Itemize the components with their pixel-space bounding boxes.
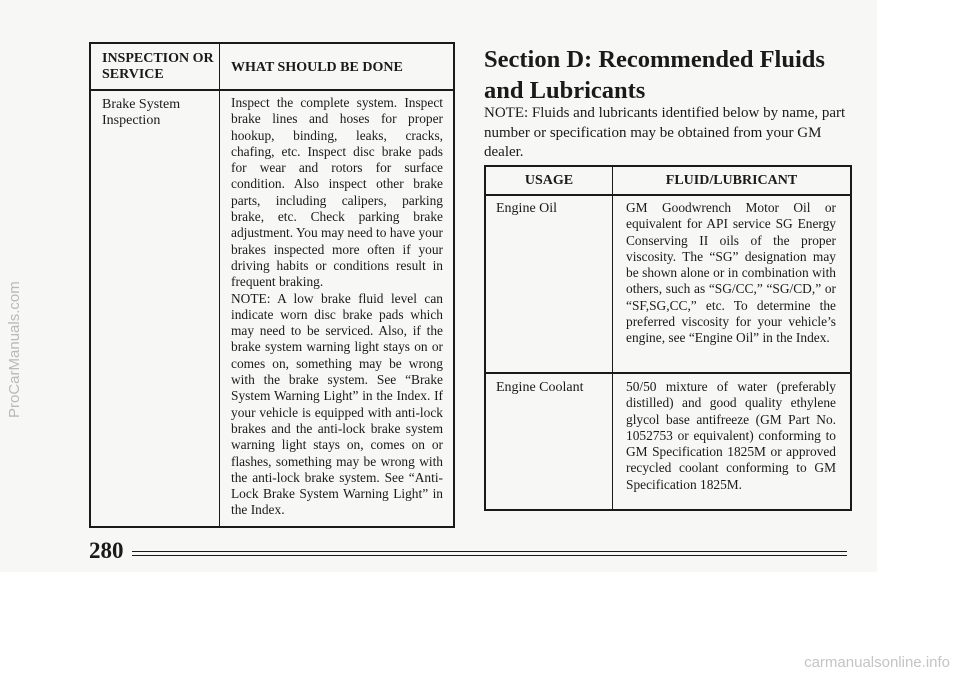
- footer-rule-top: [132, 551, 847, 552]
- usage-engine-oil: Engine Oil: [496, 201, 558, 216]
- column-divider: [219, 44, 220, 526]
- header-inspection-or-service: INSPECTION OR SERVICE: [102, 51, 214, 82]
- inspection-table: [89, 42, 455, 528]
- header-divider: [91, 89, 453, 91]
- instructions-note: NOTE: A low brake fluid level can indicate worn disc brake pads which may need to be serviced. Also, if the brake system warning light stays on or comes on, something may be wrong with the brake system. See “Brake System Warning Light” in the Index. If your vehicle is equipped with anti-lock brakes and the anti-lock brake system warning light stays on, comes on or flashes, something may be wrong with the anti-lock brake system. See “Anti-Lock Brake System Warning Light” in the Index.: [231, 290, 443, 518]
- column-divider: [612, 167, 613, 509]
- side-watermark: [2, 218, 24, 418]
- section-note: NOTE: Fluids and lubricants identified below by name, part number or specification may be obtained from your GM dealer.: [484, 105, 846, 160]
- row-instructions: [231, 95, 443, 519]
- bottom-watermark: carmanualsonline.info: [804, 654, 950, 671]
- row-divider: [486, 372, 850, 374]
- header-fluid-lubricant: FLUID/LUBRICANT: [665, 173, 798, 188]
- page-number: 280: [89, 538, 124, 563]
- row-item-brake-inspection: Brake System Inspection: [102, 97, 181, 128]
- section-title: Section D: Recommended Fluids and Lubricants: [484, 46, 825, 104]
- instructions-paragraph: Inspect the complete system. Inspect brake lines and hoses for proper hookup, binding, leaks, cracks, chafing, etc. Inspect disc brake pads for wear and rotors for surface condition. Also inspect other brake parts, including calipers, parking brake, etc. Check parking brake adjustment. You may need to have your brakes inspected more often if your driving habits or conditions result in frequent braking.: [231, 95, 443, 290]
- fluid-engine-oil: GM Goodwrench Motor Oil or equivalent for API service SG Energy Conserving II oils of the proper viscosity. The “SG” designation may be shown alone or in combination with others, such as “SG/CC,” “SG/CD,” or “SF,SG,CC,” etc. To determine the preferred viscosity for your vehicle’s engine, see “Engine Oil” in the Index.: [626, 200, 836, 346]
- header-what-should-be-done: WHAT SHOULD BE DONE: [231, 60, 403, 75]
- usage-engine-coolant: Engine Coolant: [496, 380, 584, 395]
- side-watermark-text: ProCarManuals.com: [6, 281, 23, 418]
- fluid-engine-coolant: 50/50 mixture of water (preferably distilled) and good quality ethylene glycol base antifreeze (GM Part No. 1052753 or equivalent) conforming to GM Specification 1825M or approved recycled coolant conforming to GM Specification 1825M.: [626, 379, 836, 492]
- footer-rule-bottom: [132, 555, 847, 556]
- header-divider: [486, 194, 850, 196]
- header-usage: USAGE: [524, 173, 574, 188]
- fluids-table: [484, 165, 852, 511]
